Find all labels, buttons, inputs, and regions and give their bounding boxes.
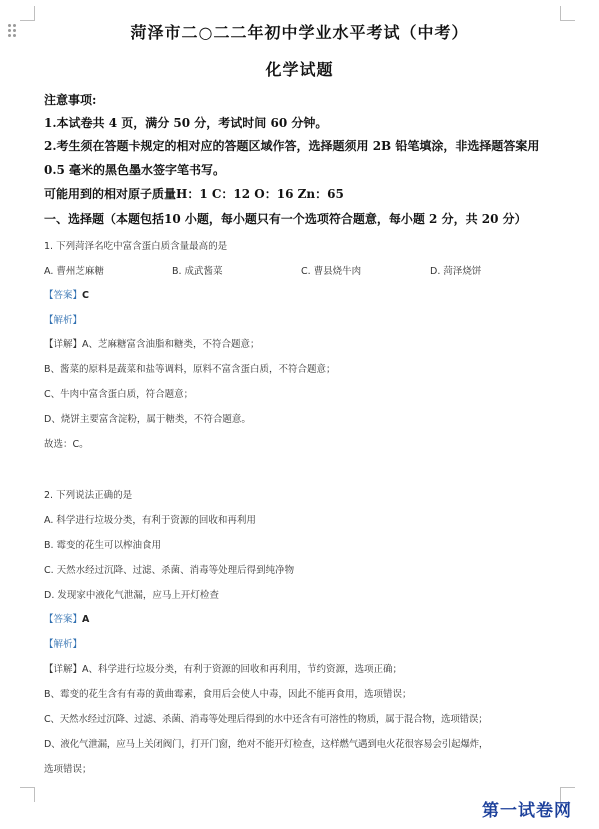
question-1-detail-3: C、牛肉中富含蛋白质，符合题意； [44, 389, 194, 400]
notice-item-2-line-2: 0.5 毫米的黑色墨水签字笔书写。 [44, 163, 226, 177]
option-b: B. 成武酱菜 [172, 266, 223, 277]
answer-value: A [82, 614, 90, 625]
answer-label: 【答案】 [44, 614, 83, 625]
option-d: D. 菏泽烧饼 [430, 266, 482, 277]
answer-label: 【答案】 [44, 290, 83, 301]
notice-item-1: 1.本试卷共 4 页，满分 50 分，考试时间 60 分钟。 [44, 116, 328, 130]
question-2-detail-4-continued: 选项错误； [44, 764, 92, 775]
question-1-detail-2: B、酱菜的原料是蔬菜和盐等调料，原料不富含蛋白质，不符合题意； [44, 364, 336, 375]
atomic-mass-line: 可能用到的相对原子质量H：1 C：12 O：16 Zn：65 [44, 187, 344, 201]
answer-value: C [82, 290, 89, 301]
question-1-detail-4: D、烧饼主要富含淀粉，属于糖类，不符合题意。 [44, 414, 251, 425]
crop-mark-top-right [560, 6, 575, 21]
question-2-detail-3: C、天然水经过沉降、过滤、杀菌、消毒等处理后得到的水中还含有可溶性的物质，属于混合物，选项错误； [44, 714, 488, 725]
question-1-analysis-label: 【解析】 [44, 315, 83, 326]
notice-item-2-line-1: 2.考生须在答题卡规定的相对应的答题区域作答，选择题须用 2B 铅笔填涂，非选择题答案用 [44, 139, 540, 153]
site-watermark-logo: 第一试卷网 [482, 801, 572, 821]
question-2-detail-2: B、霉变的花生含有有毒的黄曲霉素，食用后会使人中毒，因此不能再食用，选项错误； [44, 689, 412, 700]
option-a: A. 曹州芝麻糖 [44, 266, 104, 277]
question-2-option-b: B. 霉变的花生可以榨油食用 [44, 540, 162, 551]
question-1-answer [44, 287, 89, 301]
option-c: C. 曹县烧牛肉 [301, 266, 362, 277]
question-2-analysis-label: 【解析】 [44, 639, 83, 650]
question-2-option-a: A. 科学进行垃圾分类，有利于资源的回收和再利用 [44, 515, 256, 526]
question-1-detail-1: 【详解】A、芝麻糖富含油脂和糖类，不符合题意； [44, 339, 260, 350]
question-2-option-d: D. 发现家中液化气泄漏，应马上开灯检查 [44, 590, 219, 601]
question-1-stem: 1. 下列菏泽名吃中富含蛋白质含量最高的是 [44, 241, 228, 252]
question-1-conclusion: 故选：C。 [44, 439, 89, 450]
crop-mark-top-left [20, 6, 35, 21]
page-title: 菏泽市二○二二年初中学业水平考试（中考） [130, 23, 469, 42]
question-2-stem: 2. 下列说法正确的是 [44, 490, 133, 501]
question-2-option-c: C. 天然水经过沉降、过滤、杀菌、消毒等处理后得到纯净物 [44, 565, 295, 576]
question-2-detail-1: 【详解】A、科学进行垃圾分类，有利于资源的回收和再利用，节约资源，选项正确； [44, 664, 402, 675]
question-1-options [44, 263, 564, 277]
page-subtitle: 化学试题 [265, 60, 334, 79]
section-heading: 一、选择题（本题包括10 小题，每小题只有一个选项符合题意，每小题 2 分，共 20 分） [44, 212, 527, 226]
crop-mark-bottom-left [20, 787, 35, 802]
question-2-answer [44, 611, 89, 625]
question-2-detail-4: D、液化气泄漏，应马上关闭阀门，打开门窗，绝对不能开灯检查，这样燃气遇到电火花很容易会引起爆炸， [44, 739, 489, 750]
notice-heading: 注意事项: [44, 93, 97, 107]
